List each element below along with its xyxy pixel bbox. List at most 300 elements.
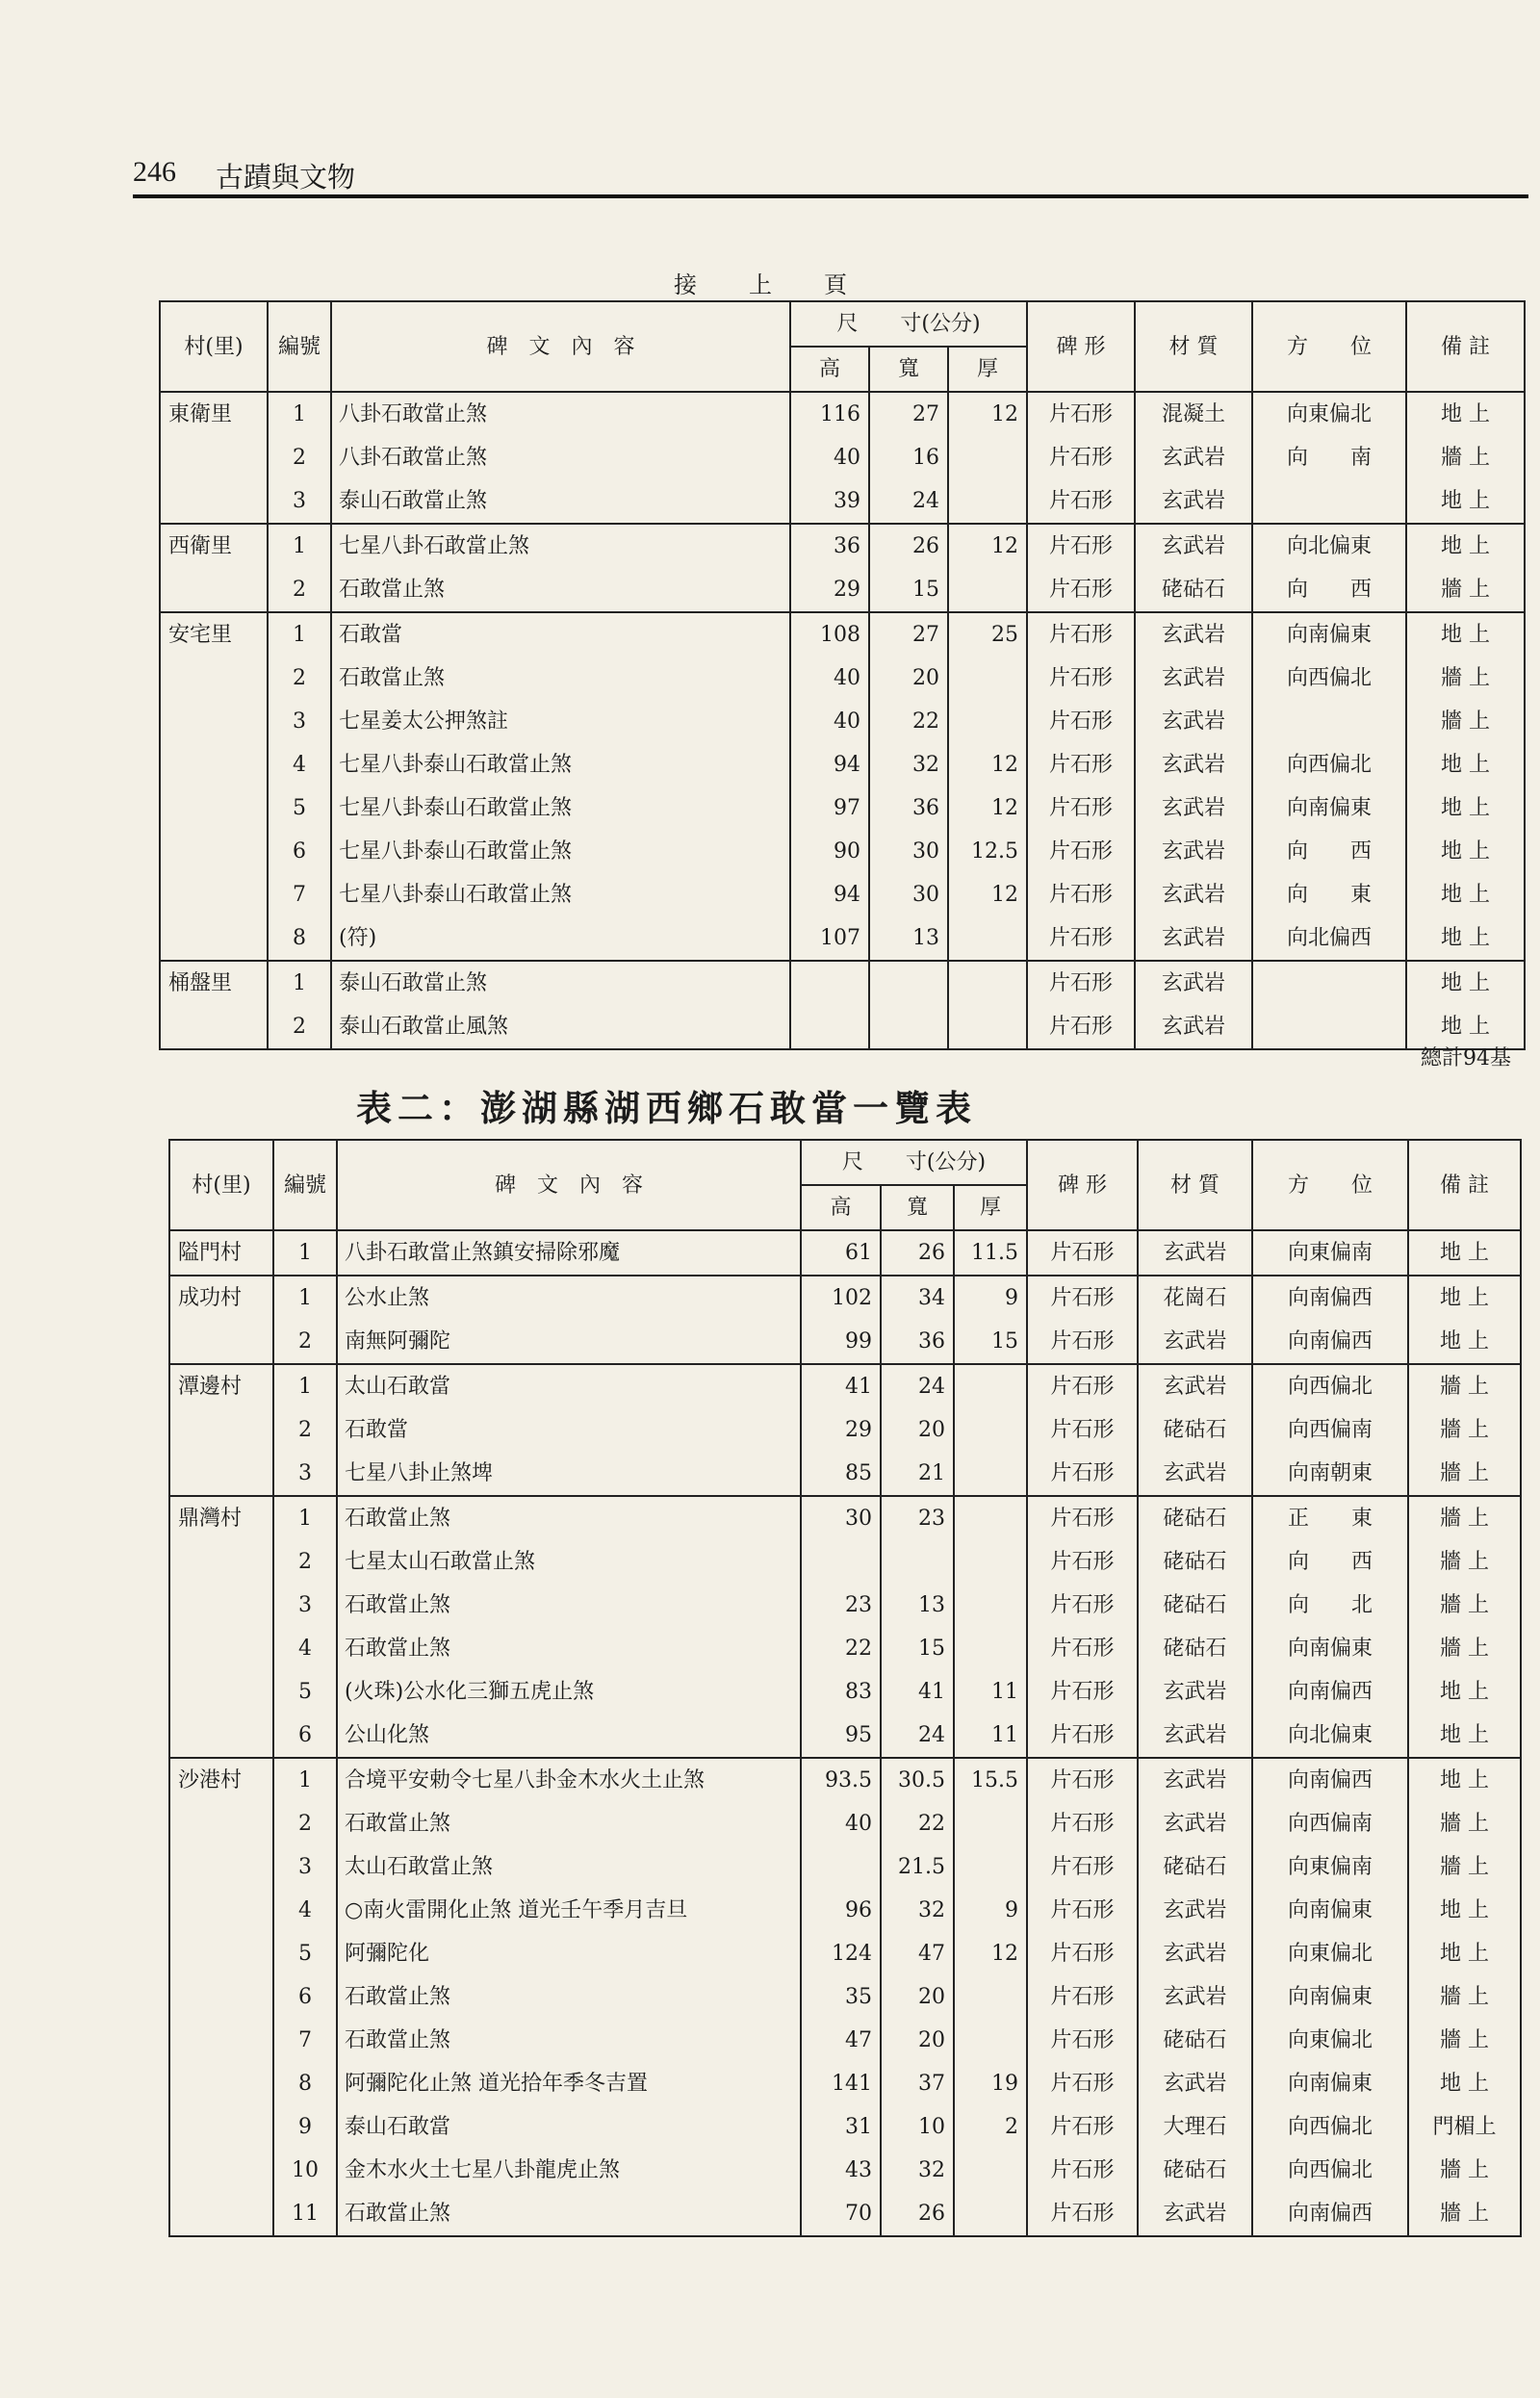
width-cell: 21 [881,1452,954,1496]
thickness-cell: 9 [954,1276,1027,1320]
material-cell: 玄武岩 [1138,2192,1252,2236]
number-cell: 4 [273,1627,337,1670]
height-cell: 29 [790,568,869,612]
village-cell [169,1714,273,1758]
content-cell: 石敢當止煞 [337,2192,801,2236]
number-cell: 7 [268,873,331,916]
number-cell: 6 [273,1975,337,2019]
height-cell: 96 [801,1889,881,1932]
material-cell: 玄武岩 [1138,1889,1252,1932]
width-cell: 13 [881,1584,954,1627]
header-rule [133,194,1528,198]
thickness-cell [954,1540,1027,1584]
material-cell: 玄武岩 [1138,1364,1252,1408]
content-cell: (火珠)公水化三獅五虎止煞 [337,1670,801,1714]
thickness-cell: 12 [948,392,1027,436]
remarks-cell: 牆 上 [1408,1627,1521,1670]
height-cell [801,1540,881,1584]
table-row [169,1276,1521,1320]
content-cell: 八卦石敢當止煞 [331,436,790,479]
thickness-cell [948,657,1027,700]
thickness-cell [948,436,1027,479]
width-cell: 20 [881,1975,954,2019]
direction-cell: 向南偏東 [1252,786,1406,830]
width-cell [869,961,948,1005]
shape-cell: 片石形 [1027,1889,1138,1932]
content-cell: 公水止煞 [337,1276,801,1320]
thickness-cell: 15.5 [954,1758,1027,1802]
village-cell [169,2192,273,2236]
content-cell: 七星八卦泰山石敢當止煞 [331,830,790,873]
content-cell: 七星太山石敢當止煞 [337,1540,801,1584]
width-cell: 15 [881,1627,954,1670]
content-cell: 七星八卦止煞埤 [337,1452,801,1496]
height-cell [790,1005,869,1049]
material-cell: 硓𥑮石 [1138,2149,1252,2192]
content-cell: 七星八卦泰山石敢當止煞 [331,786,790,830]
direction-cell [1252,961,1406,1005]
height-cell: 30 [801,1496,881,1540]
width-cell: 32 [881,2149,954,2192]
remarks-cell: 牆 上 [1408,1802,1521,1845]
height-cell: 40 [801,1802,881,1845]
village-cell [169,1452,273,1496]
number-cell: 4 [273,1889,337,1932]
shape-cell: 片石形 [1027,657,1135,700]
height-cell: 39 [790,479,869,524]
content-cell: 石敢當止煞 [331,568,790,612]
content-cell: 泰山石敢當止風煞 [331,1005,790,1049]
shape-cell: 片石形 [1027,700,1135,743]
table-row [169,1670,1521,1714]
direction-cell: 向東偏南 [1252,1230,1408,1276]
shape-cell: 片石形 [1027,786,1135,830]
material-cell: 玄武岩 [1138,1802,1252,1845]
width-cell: 16 [869,436,948,479]
material-cell: 硓𥑮石 [1138,1584,1252,1627]
content-cell: 太山石敢當止煞 [337,1845,801,1889]
shape-cell: 片石形 [1027,1005,1135,1049]
village-cell [169,1584,273,1627]
shape-cell: 片石形 [1027,1845,1138,1889]
remarks-cell: 牆 上 [1408,1452,1521,1496]
height-cell: 36 [790,524,869,568]
village-cell: 鼎灣村 [169,1496,273,1540]
direction-cell: 向南偏西 [1252,2192,1408,2236]
village-cell [160,436,268,479]
shape-cell: 片石形 [1027,612,1135,657]
table-row [160,786,1525,830]
table-row [169,2192,1521,2236]
content-cell: 阿彌陀化止煞 道光拾年季冬吉置 [337,2062,801,2105]
direction-cell [1252,479,1406,524]
remarks-cell: 地 上 [1408,2062,1521,2105]
height-cell: 41 [801,1364,881,1408]
height-cell [790,961,869,1005]
shape-cell: 片石形 [1027,568,1135,612]
height-cell: 61 [801,1230,881,1276]
shape-cell: 片石形 [1027,1584,1138,1627]
content-cell: 石敢當止煞 [337,1496,801,1540]
village-cell: 隘門村 [169,1230,273,1276]
content-cell: 石敢當止煞 [337,1584,801,1627]
shape-cell: 片石形 [1027,743,1135,786]
remarks-cell: 牆 上 [1408,1496,1521,1540]
thickness-cell: 9 [954,1889,1027,1932]
thickness-cell [954,1584,1027,1627]
number-cell: 2 [273,1408,337,1452]
remarks-cell: 地 上 [1408,1889,1521,1932]
table-row [169,2149,1521,2192]
col-size: 尺 寸(公分) [790,301,1027,347]
width-cell [881,1540,954,1584]
height-cell: 124 [801,1932,881,1975]
table-row [160,568,1525,612]
content-cell: 石敢當 [331,612,790,657]
material-cell: 玄武岩 [1138,1230,1252,1276]
village-cell [169,1540,273,1584]
thickness-cell [954,1975,1027,2019]
width-cell: 24 [881,1714,954,1758]
material-cell: 玄武岩 [1135,743,1252,786]
width-cell: 20 [881,1408,954,1452]
direction-cell: 向北偏東 [1252,1714,1408,1758]
height-cell: 141 [801,2062,881,2105]
material-cell: 玄武岩 [1138,1670,1252,1714]
table-row [169,1408,1521,1452]
remarks-cell: 牆 上 [1408,2149,1521,2192]
col-number: 編號 [268,301,331,392]
remarks-cell: 地 上 [1406,786,1525,830]
village-cell [160,479,268,524]
village-cell [169,2019,273,2062]
width-cell: 26 [881,2192,954,2236]
table1-total: 總計94基 [1421,1046,1511,1070]
content-cell: 公山化煞 [337,1714,801,1758]
shape-cell: 片石形 [1027,1714,1138,1758]
col-width: 寬 [881,1185,954,1230]
direction-cell [1252,700,1406,743]
col-remarks: 備 註 [1406,301,1525,392]
direction-cell: 向 西 [1252,830,1406,873]
remarks-cell: 地 上 [1406,961,1525,1005]
material-cell: 玄武岩 [1135,436,1252,479]
book-title: 古蹟與文物 [216,161,356,193]
remarks-cell: 牆 上 [1408,1540,1521,1584]
content-cell: 泰山石敢當止煞 [331,479,790,524]
width-cell: 23 [881,1496,954,1540]
remarks-cell: 牆 上 [1406,568,1525,612]
direction-cell: 向東偏北 [1252,392,1406,436]
thickness-cell [954,1452,1027,1496]
shape-cell: 片石形 [1027,1975,1138,2019]
table-row [169,1802,1521,1845]
village-cell: 安宅里 [160,612,268,657]
direction-cell: 向南偏西 [1252,1758,1408,1802]
remarks-cell: 地 上 [1406,612,1525,657]
material-cell: 玄武岩 [1135,479,1252,524]
remarks-cell: 地 上 [1408,1758,1521,1802]
shape-cell: 片石形 [1027,1627,1138,1670]
height-cell [801,1845,881,1889]
col-direction: 方 位 [1252,301,1406,392]
thickness-cell [954,2019,1027,2062]
height-cell: 70 [801,2192,881,2236]
table-row [160,961,1525,1005]
village-cell [169,1802,273,1845]
width-cell: 47 [881,1932,954,1975]
village-cell [160,700,268,743]
remarks-cell: 牆 上 [1408,1845,1521,1889]
material-cell: 玄武岩 [1135,786,1252,830]
village-cell [160,830,268,873]
thickness-cell: 12 [948,524,1027,568]
remarks-cell: 牆 上 [1408,1584,1521,1627]
content-cell: 金木水火土七星八卦龍虎止煞 [337,2149,801,2192]
content-cell: 南無阿彌陀 [337,1320,801,1364]
direction-cell: 向北偏西 [1252,916,1406,961]
content-cell: 石敢當 [337,1408,801,1452]
number-cell: 2 [273,1802,337,1845]
material-cell: 玄武岩 [1138,1452,1252,1496]
shape-cell: 片石形 [1027,830,1135,873]
number-cell: 2 [273,1320,337,1364]
width-cell: 24 [881,1364,954,1408]
content-cell: 泰山石敢當止煞 [331,961,790,1005]
height-cell: 107 [790,916,869,961]
material-cell: 硓𥑮石 [1138,1496,1252,1540]
height-cell: 47 [801,2019,881,2062]
thickness-cell: 25 [948,612,1027,657]
table-row [160,830,1525,873]
table-row [169,2105,1521,2149]
village-cell: 西衛里 [160,524,268,568]
content-cell: 合境平安勅令七星八卦金木水火土止煞 [337,1758,801,1802]
shape-cell: 片石形 [1027,1758,1138,1802]
table-row [169,2062,1521,2105]
height-cell: 43 [801,2149,881,2192]
width-cell: 32 [869,743,948,786]
remarks-cell: 地 上 [1406,479,1525,524]
content-cell: 阿彌陀化 [337,1932,801,1975]
width-cell: 15 [869,568,948,612]
direction-cell: 向 南 [1252,436,1406,479]
table-row [160,1005,1525,1049]
number-cell: 3 [273,1845,337,1889]
height-cell: 85 [801,1452,881,1496]
height-cell: 31 [801,2105,881,2149]
table-row [169,1364,1521,1408]
number-cell: 1 [273,1364,337,1408]
thickness-cell: 12.5 [948,830,1027,873]
material-cell: 玄武岩 [1135,612,1252,657]
number-cell: 8 [268,916,331,961]
width-cell: 24 [869,479,948,524]
remarks-cell: 地 上 [1408,1276,1521,1320]
direction-cell: 向南偏西 [1252,1320,1408,1364]
width-cell: 34 [881,1276,954,1320]
remarks-cell: 地 上 [1406,524,1525,568]
page-number: 246 [133,156,176,188]
shape-cell: 片石形 [1027,524,1135,568]
width-cell: 10 [881,2105,954,2149]
width-cell: 30.5 [881,1758,954,1802]
thickness-cell [954,2192,1027,2236]
remarks-cell: 地 上 [1406,392,1525,436]
col-size: 尺 寸(公分) [801,1140,1027,1185]
shape-cell: 片石形 [1027,1932,1138,1975]
direction-cell: 向東偏北 [1252,1932,1408,1975]
village-cell [169,1670,273,1714]
thickness-cell [954,1845,1027,1889]
content-cell: 太山石敢當 [337,1364,801,1408]
material-cell: 玄武岩 [1135,873,1252,916]
table-row [169,1758,1521,1802]
content-cell: 石敢當止煞 [337,2019,801,2062]
village-cell: 成功村 [169,1276,273,1320]
page-header [133,152,1519,194]
table1 [159,300,1526,1050]
thickness-cell: 19 [954,2062,1027,2105]
height-cell: 22 [801,1627,881,1670]
shape-cell: 片石形 [1027,916,1135,961]
number-cell: 1 [268,392,331,436]
height-cell: 40 [790,436,869,479]
content-cell: ○南火雷開化止煞 道光壬午季月吉旦 [337,1889,801,1932]
remarks-cell: 地 上 [1408,1670,1521,1714]
col-height: 高 [801,1185,881,1230]
table-row [169,1320,1521,1364]
remarks-cell: 地 上 [1406,830,1525,873]
direction-cell: 向西偏北 [1252,657,1406,700]
village-cell [169,2062,273,2105]
height-cell: 94 [790,743,869,786]
direction-cell: 向東偏北 [1252,2019,1408,2062]
number-cell: 7 [273,2019,337,2062]
table2-caption: 表二：澎湖縣湖西鄉石敢當一覽表 [356,1087,977,1129]
height-cell: 40 [790,657,869,700]
content-cell: 七星八卦泰山石敢當止煞 [331,873,790,916]
height-cell: 40 [790,700,869,743]
table-row [169,1714,1521,1758]
width-cell: 13 [869,916,948,961]
thickness-cell: 12 [948,786,1027,830]
height-cell: 23 [801,1584,881,1627]
thickness-cell [954,2149,1027,2192]
height-cell: 97 [790,786,869,830]
table-row [169,1975,1521,2019]
shape-cell: 片石形 [1027,1276,1138,1320]
shape-cell: 片石形 [1027,1230,1138,1276]
number-cell: 8 [273,2062,337,2105]
width-cell: 22 [869,700,948,743]
shape-cell: 片石形 [1027,2105,1138,2149]
village-cell: 沙港村 [169,1758,273,1802]
direction-cell: 向 西 [1252,568,1406,612]
number-cell: 4 [268,743,331,786]
col-thickness: 厚 [954,1185,1027,1230]
remarks-cell: 地 上 [1408,1230,1521,1276]
material-cell: 玄武岩 [1138,1320,1252,1364]
village-cell [160,657,268,700]
direction-cell: 正 東 [1252,1496,1408,1540]
village-cell [169,1408,273,1452]
number-cell: 3 [268,700,331,743]
material-cell: 硓𥑮石 [1138,2019,1252,2062]
remarks-cell: 牆 上 [1408,1975,1521,2019]
content-cell: (符) [331,916,790,961]
height-cell: 95 [801,1714,881,1758]
number-cell: 2 [268,568,331,612]
content-cell: 八卦石敢當止煞鎮安掃除邪魔 [337,1230,801,1276]
remarks-cell: 牆 上 [1406,436,1525,479]
material-cell: 硓𥑮石 [1138,1627,1252,1670]
remarks-cell: 地 上 [1408,1320,1521,1364]
height-cell: 108 [790,612,869,657]
table-row [169,1584,1521,1627]
remarks-cell: 牆 上 [1406,657,1525,700]
village-cell: 潭邊村 [169,1364,273,1408]
village-cell [169,1627,273,1670]
number-cell: 9 [273,2105,337,2149]
direction-cell: 向西偏北 [1252,2105,1408,2149]
width-cell: 20 [869,657,948,700]
village-cell [169,1889,273,1932]
content-cell: 石敢當止煞 [331,657,790,700]
shape-cell: 片石形 [1027,1540,1138,1584]
material-cell: 玄武岩 [1135,657,1252,700]
thickness-cell: 15 [954,1320,1027,1364]
number-cell: 3 [273,1584,337,1627]
thickness-cell: 12 [948,743,1027,786]
content-cell: 七星八卦泰山石敢當止煞 [331,743,790,786]
thickness-cell [948,961,1027,1005]
material-cell: 玄武岩 [1135,524,1252,568]
number-cell: 1 [273,1496,337,1540]
direction-cell: 向東偏南 [1252,1845,1408,1889]
width-cell: 22 [881,1802,954,1845]
col-shape: 碑 形 [1027,301,1135,392]
col-content: 碑 文 內 容 [337,1140,801,1230]
direction-cell: 向 北 [1252,1584,1408,1627]
content-cell: 石敢當止煞 [337,1627,801,1670]
table-row [160,524,1525,568]
village-cell: 東衛里 [160,392,268,436]
width-cell: 30 [869,873,948,916]
direction-cell: 向南偏東 [1252,1975,1408,2019]
village-cell [169,2105,273,2149]
thickness-cell [954,1364,1027,1408]
col-village: 村(里) [169,1140,273,1230]
material-cell: 硓𥑮石 [1138,1408,1252,1452]
shape-cell: 片石形 [1027,1320,1138,1364]
col-thickness: 厚 [948,347,1027,392]
direction-cell: 向南朝東 [1252,1452,1408,1496]
direction-cell: 向南偏東 [1252,1627,1408,1670]
thickness-cell [948,916,1027,961]
thickness-cell: 11.5 [954,1230,1027,1276]
number-cell: 1 [268,524,331,568]
remarks-cell: 牆 上 [1408,1408,1521,1452]
thickness-cell: 12 [948,873,1027,916]
width-cell [869,1005,948,1049]
col-direction: 方 位 [1252,1140,1408,1230]
remarks-cell: 地 上 [1408,1932,1521,1975]
material-cell: 玄武岩 [1138,1758,1252,1802]
content-cell: 七星姜太公押煞註 [331,700,790,743]
direction-cell: 向西偏北 [1252,743,1406,786]
thickness-cell [954,1627,1027,1670]
